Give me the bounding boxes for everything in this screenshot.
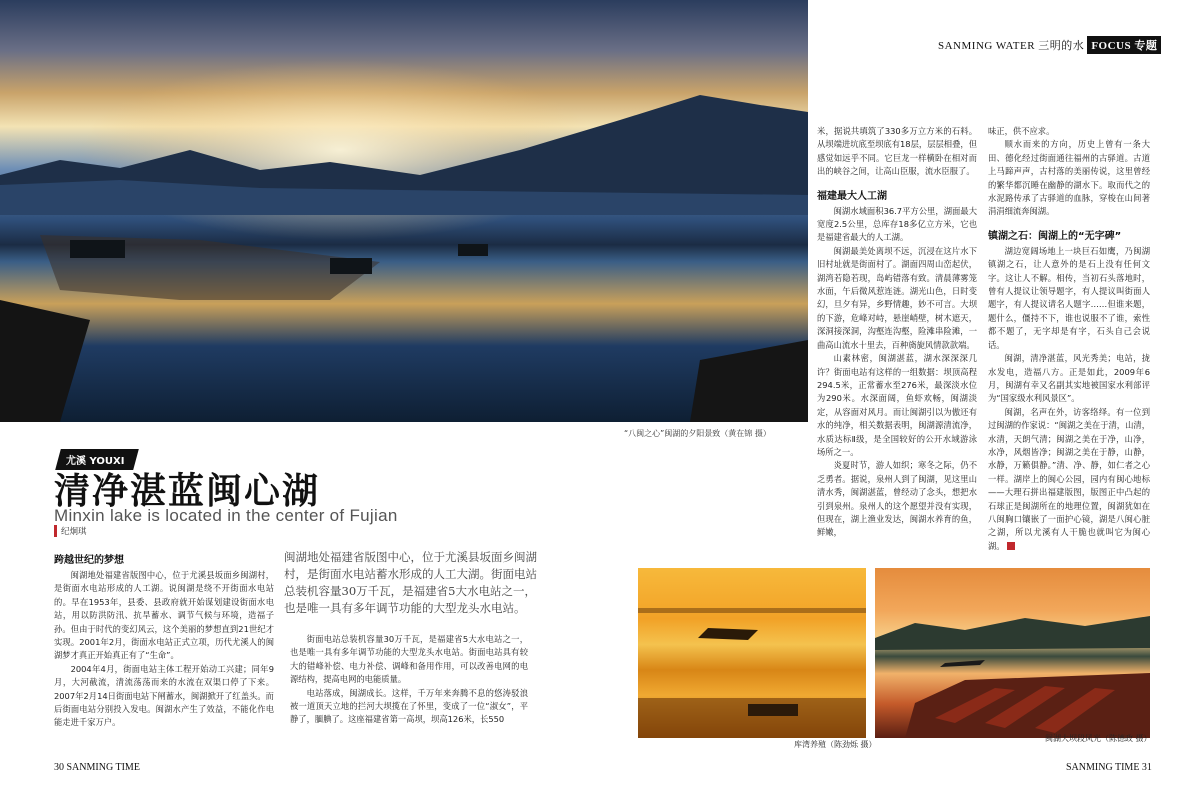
paragraph: 闽湖地处福建省版图中心，位于尤溪县坂面乡闽湖村，是街面水电站形成的人工湖。说闽湖是绕不开街面水电站的。早在1953年，县委、县政府就开始谋划建设街面水电站，用以防洪防汛、抗旱蓄水、调节气候与环境，造福子孙。但由于时代的变幻风云，这个美丽的梦想直到21世纪才实现。2001年2月，街面水电站正式立项，历代尤溪人的闽湖梦才真正开始真正有了“生命”。 [54, 570, 274, 661]
footer-right-page-number: SANMING TIME 31 [1066, 762, 1152, 773]
paragraph: 电站落成，闽湖成长。这样，千万年来奔腾不息的悠涛驳浪被一道顶天立地的拦河大坝揽在了怀里，变成了一位“淑女”，平静了，腼腆了。这座福建省第一高坝，坝高126米，长550 [290, 687, 528, 725]
section-heading-dream: 跨越世纪的梦想 [54, 555, 124, 566]
focus-badge: FOCUS 专题 [1087, 36, 1161, 54]
paragraph: 山素林密，闽湖湛蓝，湖水深深深几许？街面电站有这样的一组数据：坝顶高程294.5米，正常蓄水至276米，最深淡水位为290米。水深面阔，鱼虾欢畅，闽湖淡定，从容面对风月。而让闽湖引以为傲还有水的纯净，相关数据表明，闽湖源清流净，水质达标Ⅱ级，是全国较好的公开水域游泳场所之一。 [817, 353, 977, 457]
hero-photo-caption: “八闽之心”闽湖的夕阳景致（黄在锦 摄） [624, 429, 771, 438]
hero-photo-scenery [0, 0, 808, 422]
paragraph: 顺水而来的方向，历史上曾有一条大田、德化经过街面通往福州的古驿道。古道上马蹄声声，古村落的美丽传说，这里曾经的繁华都沉睡在幽静的湖水下。取而代之的水泥路传承了古驿道的血脉，穿梭在山间著涓涓细流奔闽湖。 [988, 139, 1150, 217]
article-column-2 [290, 633, 528, 727]
hero-lake-sunset-photo [0, 0, 808, 422]
paragraph: 闽湖，清净湛蓝，风光秀美；电站，拢水发电，造福八方。正是如此，2009年6月，闽湖有幸又名副其实地被国家水利部评为“国家级水利风景区”。 [988, 353, 1150, 404]
paragraph: 2004年4月，街面电站主体工程开始动工兴建；同年9月，大河截流，清流荡荡而来的水流在双渠口停了下来。2007年2月14日街面电站下闸蓄水，闽湖掀开了红盖头。而后街面电站分别投入发电。闽湖水产生了效益，不能化作电能走进千家万户。 [54, 663, 274, 728]
author-byline: 纪炯琪 [54, 525, 87, 537]
paragraph-text: 闽湖，名声在外，访客络绎。有一位到过闽湖的作家说：“闽湖之美在于清，山清，水清，天朗气清；闽湖之美在于净，山净，水净，风烟皆净；闽湖之美在于静，山静，水静，万籁俱静。”清、净、静，如仁者之心一样。湖岸上的闽心公园，园内有闽心地标——大理石拼出福建版图，版图正中凸起的石球正是闽湖所在的地理位置，闽湖犹如在八闽胸口镶嵌了一面护心镜，湖是八闽心脏之湖，所以尤溪有人干脆也就叫它为闽心湖。 [988, 406, 1150, 551]
dam-scenery-photo [875, 568, 1150, 738]
footer-left-page-number: 30 SANMING TIME [54, 762, 140, 773]
article-column-4 [988, 125, 1150, 553]
paragraph: 闽湖水域面积36.7平方公里，湖面最大宽度2.5公里，总库存18多亿立方米，它也是福建省最大的人工湖。 [817, 205, 977, 243]
article-lead: 闽湖地处福建省版图中心，位于尤溪县坂面乡闽湖村，是街面水电站蓄水形成的人工大湖。街面电站总装机容量30万千瓦，是福建省5大水电站之一，也是唯一具有多年调节功能的大型龙头水电站。 [284, 550, 537, 615]
article-end-mark-icon [1007, 542, 1015, 550]
paragraph: 街面电站总装机容量30万千瓦，是福建省5大水电站之一，也是唯一具有多年调节功能的大型龙头水电站。街面电站具有较大的错峰补偿、电力补偿、调峰和备用作用，可以改善电网的电源结构，提高电网的电能质量。 [290, 634, 528, 685]
paragraph: 味正，供不应求。 [988, 126, 1055, 136]
paragraph [988, 406, 1150, 553]
paragraph: 闽湖最美处离坝不远，沉浸在这片水下旧村址就是街面村了。湖面四周山峦起伏，湖湾若隐若现，岛屿错落有致。清晨薄雾笼水面，午后微风惹连涟。湖光山色，日时变幻，旦夕有异，乡野情趣，妙不可言。大坝的下游，危峰对峙，悬崖峭壁，树木遮天，深洞接深洞，沟壑连沟壑，险滩串险滩，一曲高山流水十里去，百种旖旎风情款款端。 [817, 245, 977, 350]
section-heading-largest-lake: 福建最大人工湖 [817, 190, 887, 202]
paragraph: 炎夏时节，游人如织；寒冬之际，仍不乏勇者。据说，泉州人到了闽湖，见这里山清水秀，闽湖湛蓝，曾经动了念头，想把水引到泉州。泉州人的这个愿望并没有实现，但现在，湖上渔业发达，闽湖水养育的鱼，鲜嫩， [817, 460, 977, 538]
article-subtitle: Minxin lake is located in the center of Fujian [54, 506, 398, 525]
article-column-3 [817, 125, 977, 540]
page-header [938, 36, 1161, 54]
fish-farming-bay-photo [638, 568, 866, 738]
header-section-label: SANMING WATER 三明的水 [938, 40, 1085, 52]
paragraph: 湖边宽阔场地上一块巨石如鹰，乃闽湖镇湖之石，让人意外的是石上没有任何文字。这让人不解。相传，当初石头落地时，曾有人提议让领导题字，有人提议叫街面人题字，有人提议请名人题字……但谁来题，题什么，僵持不下，谁也说服不了谁，索性都不题了，无字却是有字，石头自己会说话。 [988, 245, 1150, 350]
article-title: 清净湛蓝闽心湖 [54, 470, 321, 512]
photo-scenery [875, 568, 1150, 738]
section-tag-label: 尤溪 YOUXI [66, 456, 125, 467]
fish-farming-photo-caption: 库湾养殖（陈劲烁 摄） [794, 740, 877, 749]
paragraph: 米，据说共填筑了330多万立方米的石料。从坝端进坑底至坝底有18层，层层相叠，但感觉如远乎不同。它巨龙一样横卧在相对而出的峡谷之间，让高山臣服，流水臣服了。 [817, 126, 977, 177]
article-column-1 [54, 551, 274, 730]
photo-scenery [638, 568, 866, 738]
dam-photo-caption: 闽湖大坝段风光（陈德政 摄） [1045, 734, 1152, 743]
section-heading-stele: 镇湖之石：闽湖上的“无字碑” [988, 230, 1122, 242]
